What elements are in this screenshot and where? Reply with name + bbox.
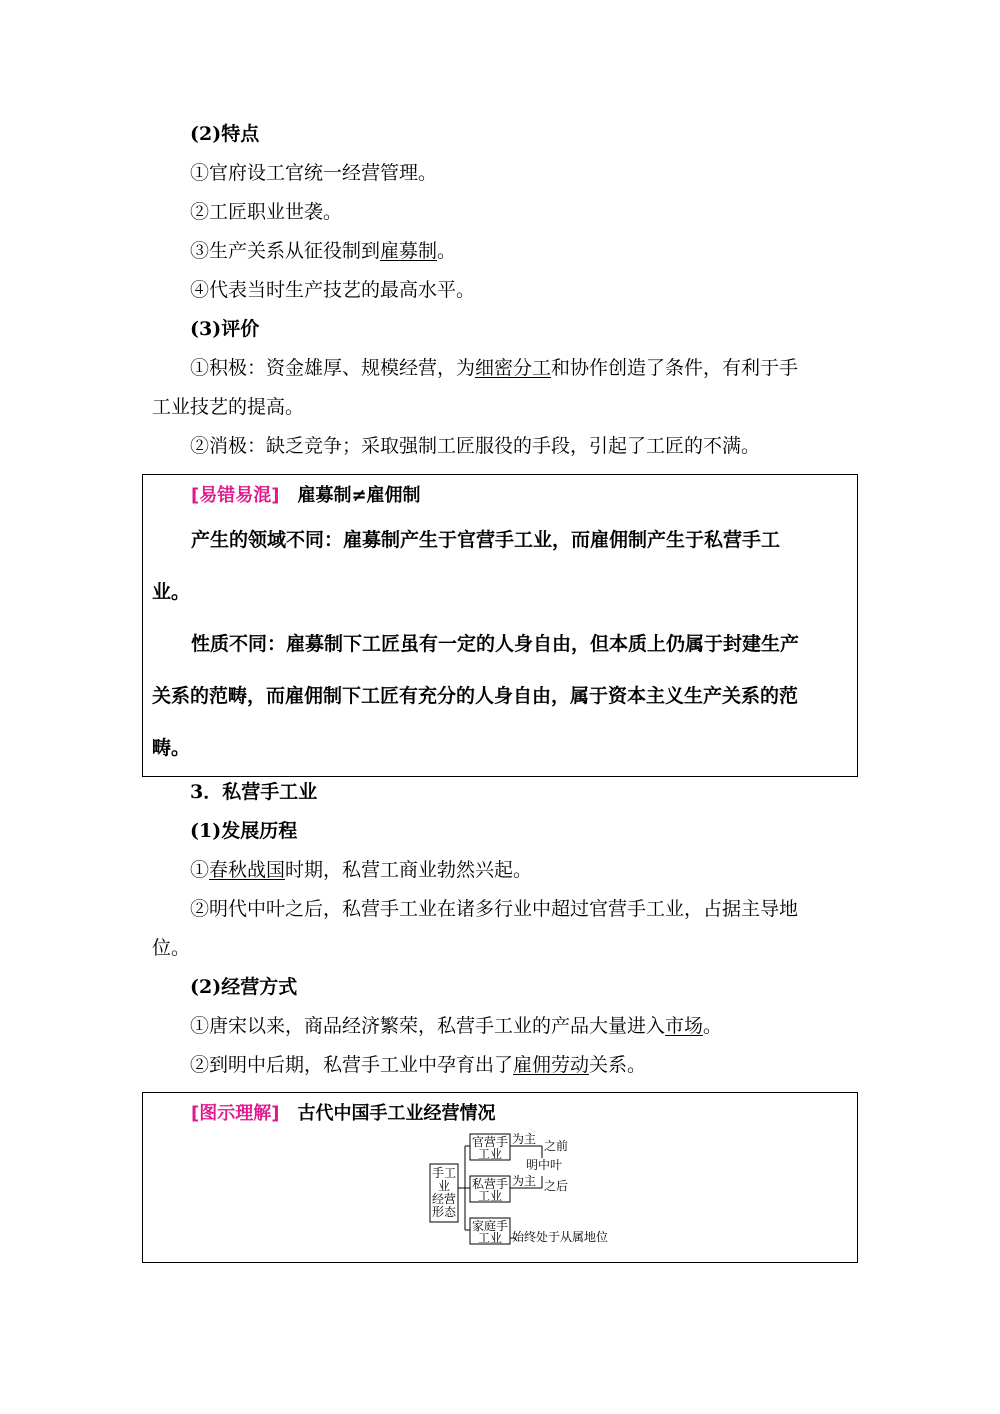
feature-3: ③生产关系从征役制到雇募制。 [190, 240, 457, 262]
handicraft-diagram [420, 1130, 620, 1250]
box-paragraph-1-cont: 业。 [152, 581, 191, 603]
underlined-term: 细密分工 [475, 357, 552, 379]
confusion-box-header [191, 481, 421, 507]
diagram-node-household-line-1: 家庭手 [471, 1219, 509, 1233]
diagram-label-before: 之前 [544, 1139, 569, 1153]
heading-features: (2)特点 [190, 123, 260, 145]
diagram-root-line-1: 手工 [431, 1166, 457, 1180]
diagram-node-household-line-2: 工业 [477, 1231, 503, 1245]
diagram-label-main-2: 为主 [512, 1174, 537, 1188]
box-paragraph-2-cont: 关系的范畴，而雇佣制下工匠有充分的人身自由，属于资本主义生产关系的范 [152, 685, 799, 707]
box-title: 雇募制≠雇佣制 [297, 485, 421, 506]
box-paragraph-2-end: 畴。 [152, 737, 191, 759]
diagram-box-header [191, 1099, 495, 1125]
diagram-label-mid: 明中叶 [526, 1158, 563, 1172]
mode-2: ②到明中后期，私营手工业中孕育出了雇佣劳动关系。 [190, 1054, 647, 1076]
feature-2: ②工匠职业世袭。 [190, 201, 343, 223]
diagram-node-private-line-2: 工业 [477, 1189, 503, 1203]
heading-private-handicraft: 3．私营手工业 [190, 781, 318, 803]
feature-1: ①官府设工官统一经营管理。 [190, 162, 438, 184]
diagram-root-line-2: 业 [437, 1179, 451, 1193]
eval-1: ①积极：资金雄厚、规模经营，为细密分工和协作创造了条件，有利于手 [190, 357, 799, 379]
heading-evaluation: (3)评价 [190, 318, 260, 340]
dev-1: ①春秋战国时期，私营工商业勃然兴起。 [190, 859, 533, 881]
underlined-term: 雇佣劳动 [513, 1054, 590, 1076]
box-tag: [易错易混] [191, 485, 280, 506]
diagram-node-official-line-1: 官营手 [471, 1135, 509, 1149]
diagram-node-official-line-2: 工业 [477, 1147, 503, 1161]
box-title: 古代中国手工业经营情况 [297, 1103, 496, 1124]
box-tag: [图示理解] [191, 1103, 280, 1124]
underlined-term: 市场 [665, 1015, 704, 1037]
feature-4: ④代表当时生产技艺的最高水平。 [190, 279, 476, 301]
diagram-label-after: 之后 [544, 1179, 569, 1193]
diagram-label-subordinate: 始终处于从属地位 [512, 1230, 609, 1244]
diagram-label-main-1: 为主 [512, 1132, 537, 1146]
eval-1-continued: 工业技艺的提高。 [152, 396, 305, 418]
mode-1: ①唐宋以来，商品经济繁荣，私营手工业的产品大量进入市场。 [190, 1015, 723, 1037]
heading-operation-mode: (2)经营方式 [190, 976, 298, 998]
diagram-node-private-line-1: 私营手 [471, 1177, 509, 1191]
dev-2-continued: 位。 [152, 937, 191, 959]
underlined-term: 雇募制 [380, 240, 438, 262]
confusion-box [142, 474, 858, 777]
diagram-root-line-3: 经营 [431, 1192, 457, 1206]
box-paragraph-2: 性质不同：雇募制下工匠虽有一定的人身自由，但本质上仍属于封建生产 [191, 633, 800, 655]
diagram-root-line-4: 形态 [431, 1205, 457, 1219]
underlined-term: 春秋战国 [209, 859, 286, 881]
dev-2: ②明代中叶之后，私营手工业在诸多行业中超过官营手工业，占据主导地 [190, 898, 799, 920]
eval-2: ②消极：缺乏竞争；采取强制工匠服役的手段，引起了工匠的不满。 [190, 435, 761, 457]
heading-development: (1)发展历程 [190, 820, 298, 842]
box-paragraph-1: 产生的领域不同：雇募制产生于官营手工业，而雇佣制产生于私营手工 [191, 529, 781, 551]
